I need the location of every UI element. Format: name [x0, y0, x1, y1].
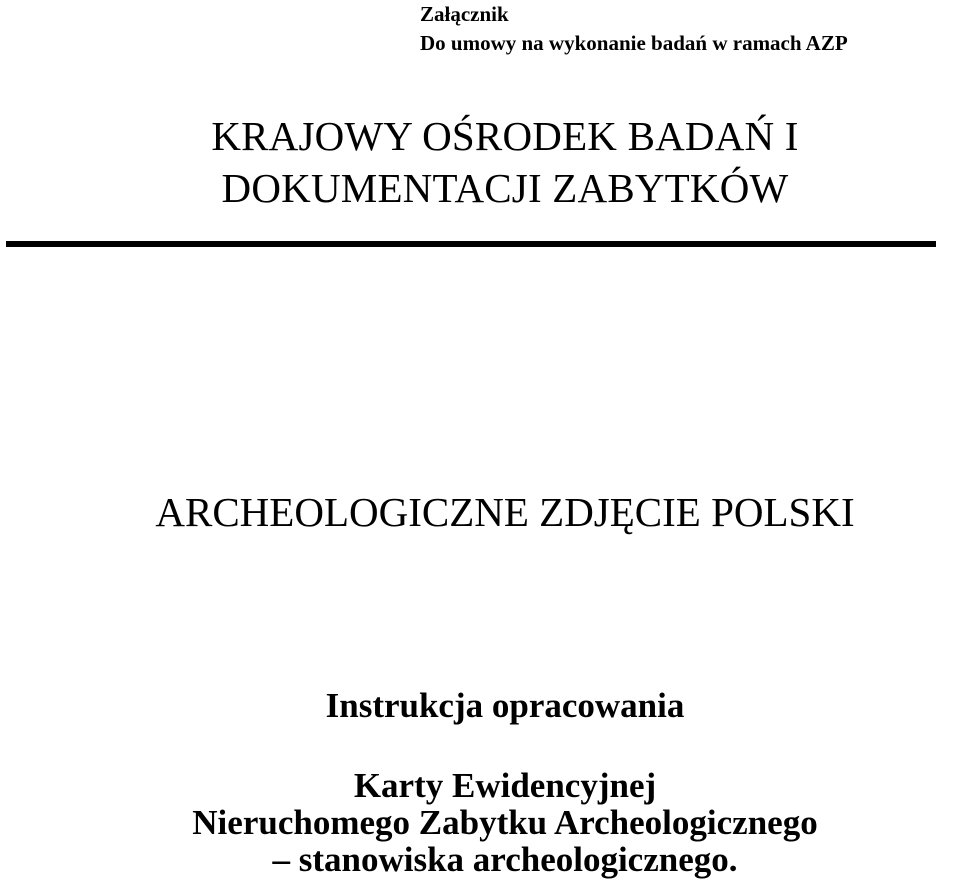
institution-line-2: DOKUMENTACJI ZABYTKÓW	[221, 165, 789, 211]
project-title: ARCHEOLOGICZNE ZDJĘCIE POLSKI	[155, 489, 855, 535]
card-title-line-3: – stanowiska archeologicznego.	[272, 840, 738, 879]
card-title	[0, 767, 960, 878]
attachment-header	[420, 0, 848, 58]
agreement-line: Do umowy na wykonanie badań w ramach AZP	[420, 31, 848, 55]
attachment-label: Załącznik	[420, 2, 509, 26]
card-title-line-1: Karty Ewidencyjnej	[353, 766, 657, 805]
institution-line-1: KRAJOWY OŚRODEK BADAŃ I	[211, 113, 799, 159]
institution-name	[0, 110, 960, 214]
card-title-line-2: Nieruchomego Zabytku Archeologicznego	[192, 803, 818, 842]
instruction-title: Instrukcja opracowania	[325, 686, 685, 725]
horizontal-rule	[6, 241, 936, 247]
